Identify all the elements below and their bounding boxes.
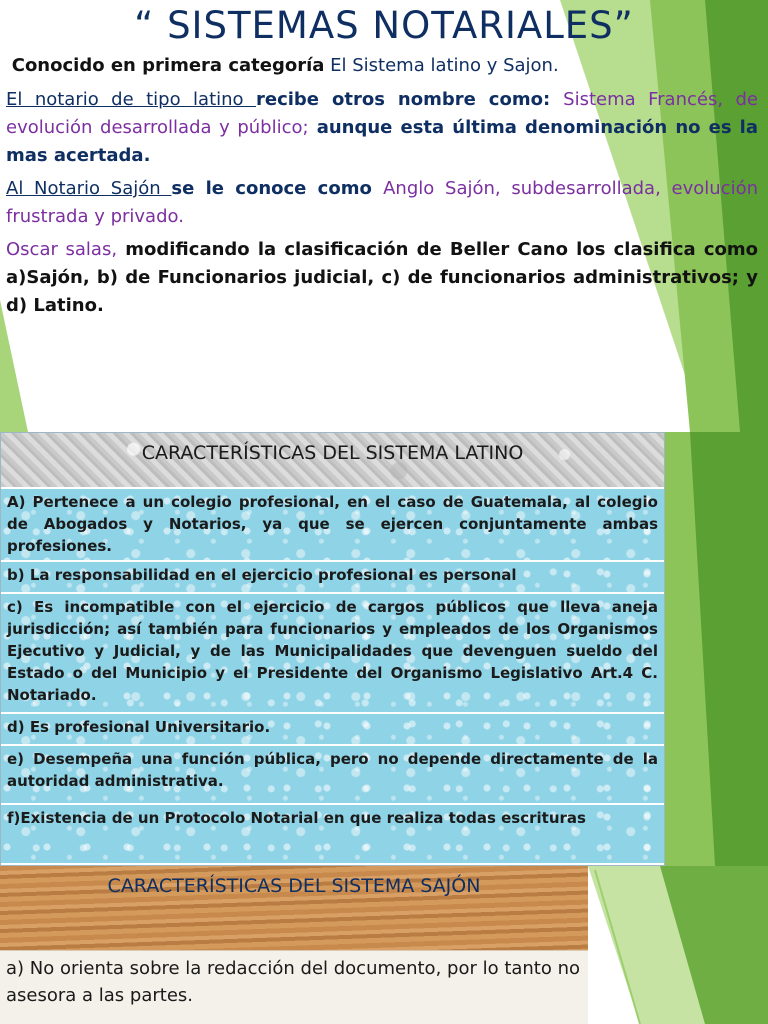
intro-paragraph <box>6 52 758 80</box>
page-title: “ SISTEMAS NOTARIALES” <box>134 4 634 47</box>
salas-text: modificando la clasificación de Beller Cano los clasifica como a)Sajón, b) de Funcionarios judicial, c) de funcionarios administrativos; y d) Latino. <box>6 239 758 316</box>
latino-purple: Sistema Francés, de evolución desarrollada y público; <box>6 89 758 138</box>
latino-row-a: A) Pertenece a un colegio profesional, en el caso de Guatemala, al colegio de Abogados y Notarios, ya que se ejercen conjuntamente ambas profesiones. <box>1 489 664 562</box>
latino-characteristics-table <box>0 432 665 866</box>
sajon-label: Al Notario Sajón <box>6 178 172 199</box>
sajon-text1: se le conoce como <box>171 178 384 199</box>
latino-text2: aunque esta última denominación no es la mas acertada. <box>6 117 758 166</box>
latino-row-b: b) La responsabilidad en el ejercicio profesional es personal <box>1 562 664 594</box>
salas-name: Oscar salas, <box>6 239 118 260</box>
sajon-row-a: a) No orienta sobre la redacción del documento, por lo tanto no asesora a las partes. <box>0 950 588 1024</box>
latino-row-e: e) Desempeña una función pública, pero no depende directamente de la autoridad administrativa. <box>1 746 664 805</box>
sajon-purple: Anglo Sajón, subdesarrollada, evolución frustrada y privado. <box>6 178 758 227</box>
intro-highlight: El Sistema latino y Sajon. <box>330 55 559 76</box>
latino-row-d: d) Es profesional Universitario. <box>1 714 664 746</box>
latino-row-f: f)Existencia de un Protocolo Notarial en que realiza todas escrituras <box>1 805 664 863</box>
sajon-paragraph <box>6 175 758 231</box>
salas-paragraph <box>6 236 758 320</box>
sajon-table-header: CARACTERÍSTICAS DEL SISTEMA SAJÓN <box>0 866 588 950</box>
latino-table-header: CARACTERÍSTICAS DEL SISTEMA LATINO <box>1 433 664 489</box>
latino-text1: recibe otros nombre como: <box>256 89 564 110</box>
sajon-characteristics-table <box>0 866 588 1024</box>
latino-label: El notario de tipo latino <box>6 89 256 110</box>
intro-prefix: Conocido en primera categoría <box>11 55 325 76</box>
latino-paragraph <box>6 86 758 170</box>
latino-row-c: c) Es incompatible con el ejercicio de cargos públicos que lleva aneja jurisdicción; así también para funcionarios y empleados de los Organismos Ejecutivo y Judicial, y de las Municipalidades que devenguen sueldo del Estado o del Municipio y el Presidente del Organismo Legislativo Art.4 C. Notariado. <box>1 594 664 714</box>
